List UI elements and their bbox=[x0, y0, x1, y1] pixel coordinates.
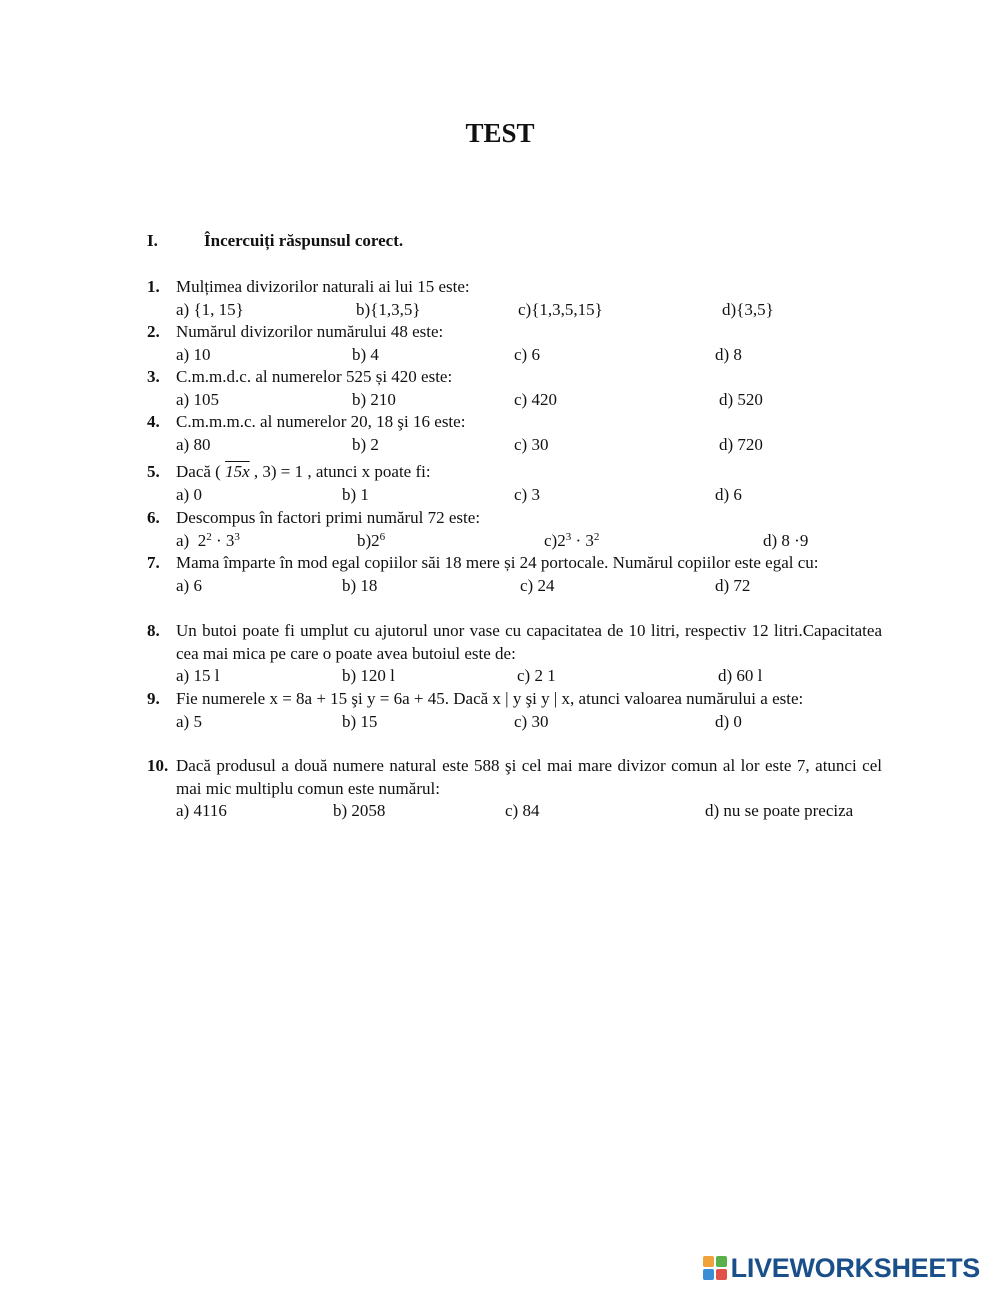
question-text: Fie numerele x = 8a + 15 şi y = 6a + 45. Dacă x | y şi y | x, atunci valoarea numărului a este: bbox=[176, 689, 804, 708]
option-b[interactable]: b) 1 bbox=[342, 484, 369, 504]
question-number: 7. bbox=[147, 553, 160, 572]
option-a[interactable]: a) $2^2 \cdot 3^3$ bbox=[176, 530, 240, 550]
logo-block bbox=[716, 1269, 727, 1280]
option-c[interactable]: c) 30 bbox=[514, 711, 549, 731]
option-c[interactable]: c) 6 bbox=[514, 344, 540, 364]
section-instruction: Încercuiți răspunsul corect. bbox=[204, 231, 404, 250]
question-number: 9. bbox=[147, 689, 160, 708]
question-number: 4. bbox=[147, 412, 160, 431]
answer-options bbox=[176, 484, 882, 507]
option-b[interactable]: b) 15 bbox=[342, 711, 378, 731]
question-text: Descompus în factori primi numărul 72 este: bbox=[176, 508, 481, 527]
option-a[interactable]: a) 10 bbox=[176, 344, 211, 364]
question-text: Un butoi poate fi umplut cu ajutorul unor vase cu capacitatea de 10 litri, respectiv 12 litri.Capacitatea cea mai mica pe care o poate avea butoiul este de: bbox=[176, 621, 882, 663]
option-b[interactable]: b) 2 bbox=[352, 434, 379, 454]
question-3 bbox=[147, 366, 882, 411]
question-text: Mulțimea divizorilor naturali ai lui 15 este: bbox=[176, 277, 470, 296]
liveworksheets-logo bbox=[703, 1253, 980, 1283]
question-text-end: , 3) = 1 , atunci x poate fi: bbox=[253, 462, 431, 481]
option-a[interactable]: a) 6 bbox=[176, 575, 202, 595]
question-8 bbox=[147, 620, 882, 688]
question-text: Numărul divizorilor numărului 48 este: bbox=[176, 322, 444, 341]
question-1 bbox=[147, 276, 882, 321]
page-title: TEST bbox=[465, 118, 535, 148]
question-7 bbox=[147, 552, 882, 597]
option-b[interactable]: b) 2058 bbox=[333, 801, 386, 820]
question-number: 5. bbox=[147, 462, 160, 481]
option-b[interactable]: $b)2^6$ bbox=[357, 530, 386, 550]
logo-block bbox=[703, 1256, 714, 1267]
option-a[interactable]: a) 80 bbox=[176, 434, 211, 454]
question-number: 1. bbox=[147, 277, 160, 296]
option-c[interactable]: c) 84 bbox=[505, 801, 540, 820]
answer-options bbox=[176, 299, 882, 322]
question-number: 8. bbox=[147, 621, 160, 640]
option-c[interactable]: c) 2 1 bbox=[517, 666, 556, 685]
question-number: 10. bbox=[147, 756, 169, 775]
answer-options bbox=[176, 575, 882, 598]
option-a[interactable]: a) {1, 15} bbox=[176, 299, 244, 319]
overlined-number: 15x bbox=[225, 462, 250, 481]
option-b[interactable]: b) 120 l bbox=[342, 666, 395, 685]
brand-text: LIVEWORKSHEETS bbox=[730, 1252, 980, 1283]
question-text-start: Dacă ( bbox=[176, 462, 221, 481]
option-a[interactable]: a) 105 bbox=[176, 389, 219, 409]
question-text bbox=[176, 461, 882, 484]
question-text: C.m.m.m.c. al numerelor 20, 18 şi 16 este: bbox=[176, 412, 466, 431]
answer-options bbox=[176, 389, 882, 412]
question-number: 3. bbox=[147, 367, 160, 386]
question-text: Dacă produsul a două numere natural este 588 şi cel mai mare divizor comun al lor este 7, atunci cel mai mic multiplu comun este numărul: bbox=[176, 756, 882, 798]
option-d[interactable]: d) 520 bbox=[719, 389, 763, 409]
question-number: 6. bbox=[147, 508, 160, 527]
option-b[interactable]: b) 210 bbox=[352, 389, 396, 409]
question-6 bbox=[147, 507, 882, 552]
option-d[interactable]: d) nu se poate preciza bbox=[705, 801, 854, 820]
answer-options bbox=[176, 711, 882, 734]
option-a[interactable]: a) 4116 bbox=[176, 801, 227, 820]
option-c[interactable]: c) 420 bbox=[514, 389, 557, 409]
option-d[interactable]: d) 8 bbox=[715, 344, 742, 364]
answer-options bbox=[176, 800, 882, 823]
option-c[interactable]: $c)2^3 \cdot 3^2$ bbox=[544, 530, 600, 550]
option-a[interactable]: a) 5 bbox=[176, 711, 202, 731]
logo-blocks-icon bbox=[703, 1256, 727, 1280]
question-text: Mama împarte în mod egal copiilor săi 18 mere și 24 portocale. Numărul copiilor este egal cu: bbox=[176, 553, 819, 572]
question-4 bbox=[147, 411, 882, 456]
option-d[interactable]: d) 8 ·9 bbox=[763, 530, 809, 550]
option-c[interactable]: c) 30 bbox=[514, 434, 549, 454]
option-a[interactable]: a) 0 bbox=[176, 484, 202, 504]
option-c[interactable]: c) 24 bbox=[520, 575, 555, 595]
option-d[interactable]: d) 6 bbox=[715, 484, 742, 504]
answer-options bbox=[176, 344, 882, 367]
option-c[interactable]: c) 3 bbox=[514, 484, 540, 504]
option-b[interactable]: b){1,3,5} bbox=[356, 299, 421, 319]
option-b[interactable]: b) 4 bbox=[352, 344, 379, 364]
option-c[interactable]: c){1,3,5,15} bbox=[518, 299, 603, 319]
option-a[interactable]: a) 15 l bbox=[176, 666, 220, 685]
question-number: 2. bbox=[147, 322, 160, 341]
logo-block bbox=[703, 1269, 714, 1280]
question-10 bbox=[147, 755, 882, 823]
question-5 bbox=[147, 461, 882, 506]
option-d[interactable]: d){3,5} bbox=[722, 299, 774, 319]
option-d[interactable]: d) 0 bbox=[715, 711, 742, 731]
question-2 bbox=[147, 321, 882, 366]
question-text: C.m.m.d.c. al numerelor 525 și 420 este: bbox=[176, 367, 453, 386]
option-d[interactable]: d) 60 l bbox=[718, 666, 763, 685]
question-9 bbox=[147, 688, 882, 733]
answer-options bbox=[176, 434, 882, 457]
answer-options bbox=[176, 530, 882, 553]
option-d[interactable]: d) 72 bbox=[715, 575, 751, 595]
answer-options bbox=[176, 665, 882, 688]
option-d[interactable]: d) 720 bbox=[719, 434, 763, 454]
section-number: I. bbox=[147, 231, 158, 250]
logo-block bbox=[716, 1256, 727, 1267]
option-b[interactable]: b) 18 bbox=[342, 575, 378, 595]
